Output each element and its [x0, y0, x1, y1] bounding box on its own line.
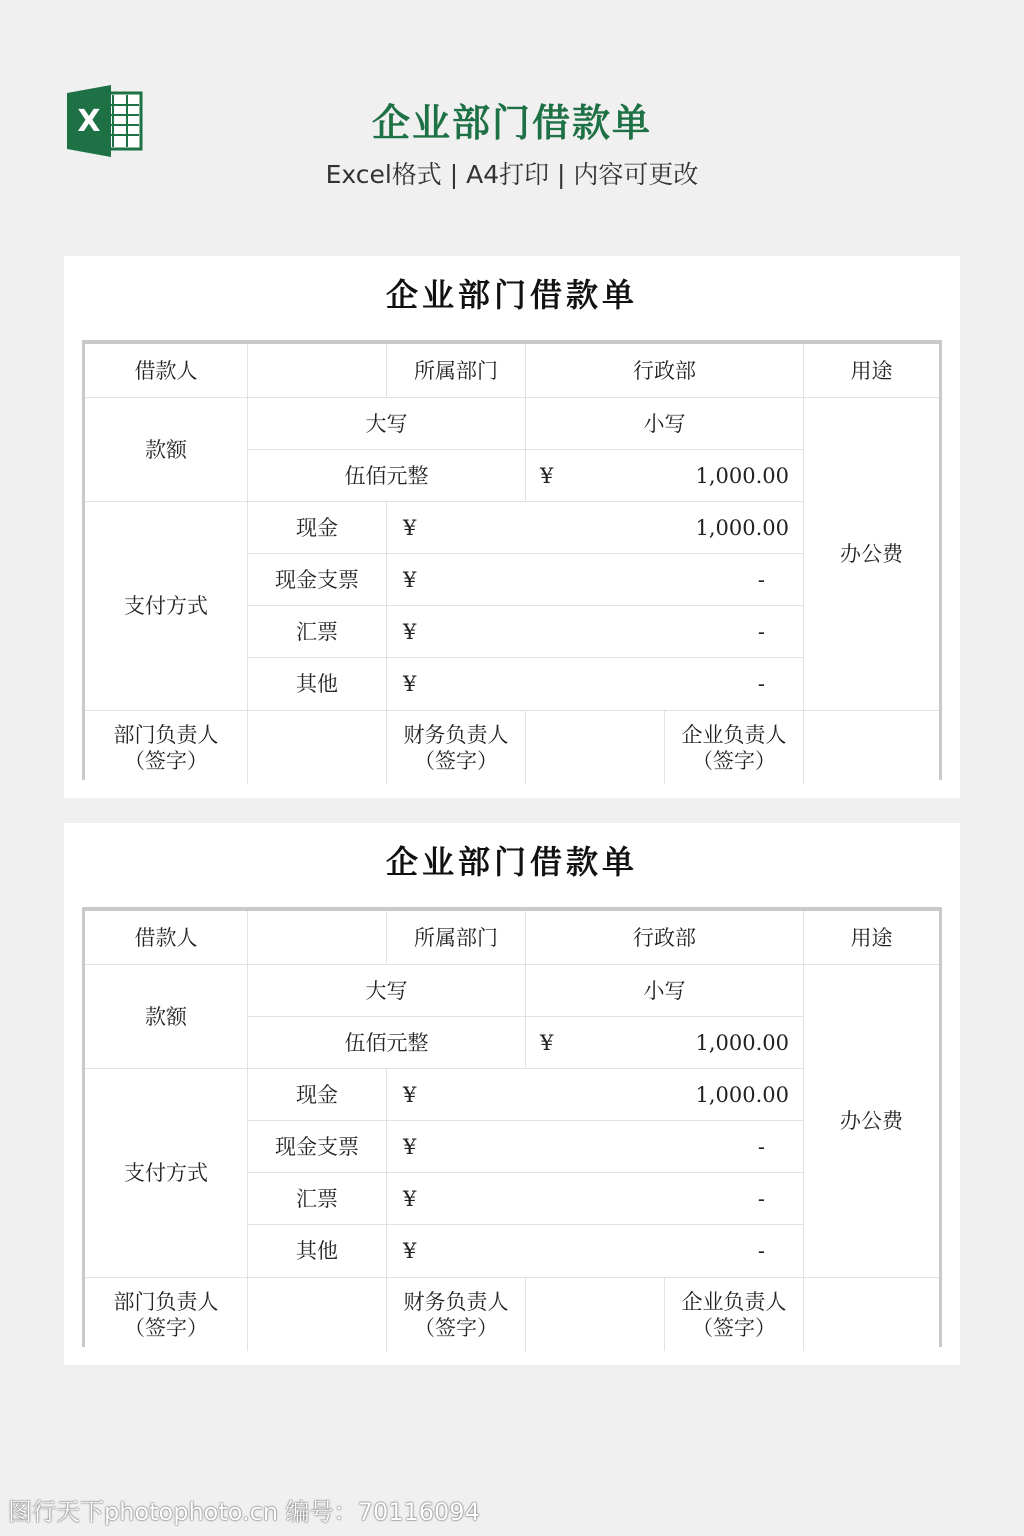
- lower-label: 小写: [525, 964, 803, 1016]
- method-currency: ¥: [386, 501, 525, 553]
- upper-label: 大写: [247, 397, 525, 449]
- method-amount[interactable]: -: [525, 605, 803, 657]
- upper-value[interactable]: 伍佰元整: [247, 449, 525, 501]
- method-currency: ¥: [386, 657, 525, 710]
- method-amount[interactable]: -: [525, 553, 803, 605]
- sign-finance-field[interactable]: [525, 710, 664, 784]
- method-name: 汇票: [247, 1172, 386, 1224]
- loan-form-card: [64, 823, 960, 1365]
- form-title: 企业部门借款单: [385, 843, 638, 881]
- method-currency: ¥: [386, 1172, 525, 1224]
- amount-label: 款额: [85, 397, 247, 501]
- form-title: 企业部门借款单: [385, 276, 638, 314]
- lower-label: 小写: [525, 397, 803, 449]
- borrower-label: 借款人: [134, 925, 198, 950]
- loan-form-card: [64, 256, 960, 798]
- method-amount[interactable]: 1,000.00: [525, 501, 803, 553]
- sign-dept-label: 部门负责人 （签字）: [85, 1277, 247, 1351]
- method-amount[interactable]: -: [525, 1120, 803, 1172]
- dept-value[interactable]: 行政部: [525, 911, 803, 964]
- method-amount[interactable]: -: [525, 1224, 803, 1277]
- sign-dept-field[interactable]: [247, 1277, 386, 1351]
- method-name: 其他: [247, 657, 386, 710]
- svg-text:X: X: [77, 104, 101, 139]
- sign-company-field[interactable]: [803, 1277, 939, 1351]
- page-subtitle: Excel格式 | A4打印 | 内容可更改: [325, 160, 699, 189]
- lower-value: 1,000.00: [695, 463, 789, 488]
- borrower-value[interactable]: [247, 911, 386, 964]
- loan-form-grid: [82, 907, 942, 1347]
- method-name: 现金: [247, 1068, 386, 1120]
- sign-finance-field[interactable]: [525, 1277, 664, 1351]
- method-currency: ¥: [386, 553, 525, 605]
- upper-label: 大写: [247, 964, 525, 1016]
- lower-value-cell[interactable]: [525, 1016, 803, 1068]
- sign-dept-label: 部门负责人 （签字）: [85, 710, 247, 784]
- upper-value[interactable]: 伍佰元整: [247, 1016, 525, 1068]
- purpose-label: 用途: [803, 911, 939, 964]
- sign-company-field[interactable]: [803, 710, 939, 784]
- dept-label: 所属部门: [386, 911, 525, 964]
- lower-value: 1,000.00: [695, 1030, 789, 1055]
- method-amount[interactable]: 1,000.00: [525, 1068, 803, 1120]
- method-currency: ¥: [386, 605, 525, 657]
- method-name: 现金支票: [247, 1120, 386, 1172]
- sign-company-label: 企业负责人 （签字）: [664, 710, 803, 784]
- loan-form-grid: [82, 340, 942, 780]
- method-currency: ¥: [386, 1068, 525, 1120]
- payment-label: 支付方式: [85, 501, 247, 710]
- purpose-value[interactable]: 办公费: [803, 397, 939, 710]
- method-name: 其他: [247, 1224, 386, 1277]
- dept-label: 所属部门: [386, 344, 525, 397]
- currency-symbol: ¥: [540, 463, 554, 488]
- method-currency: ¥: [386, 1120, 525, 1172]
- sign-company-label: 企业负责人 （签字）: [664, 1277, 803, 1351]
- sign-dept-field[interactable]: [247, 710, 386, 784]
- borrower-label: 借款人: [134, 358, 198, 383]
- payment-label: 支付方式: [85, 1068, 247, 1277]
- method-name: 汇票: [247, 605, 386, 657]
- borrower-value[interactable]: [247, 344, 386, 397]
- purpose-label: 用途: [803, 344, 939, 397]
- method-currency: ¥: [386, 1224, 525, 1277]
- method-name: 现金支票: [247, 553, 386, 605]
- dept-value[interactable]: 行政部: [525, 344, 803, 397]
- page-title: 企业部门借款单: [371, 101, 652, 145]
- method-amount[interactable]: -: [525, 657, 803, 710]
- method-amount[interactable]: -: [525, 1172, 803, 1224]
- sign-finance-label: 财务负责人 （签字）: [386, 1277, 525, 1351]
- watermark: 图行天下photophoto.cn 编号：70116094: [8, 1498, 480, 1526]
- method-name: 现金: [247, 501, 386, 553]
- lower-value-cell[interactable]: [525, 449, 803, 501]
- sign-finance-label: 财务负责人 （签字）: [386, 710, 525, 784]
- amount-label: 款额: [85, 964, 247, 1068]
- purpose-value[interactable]: 办公费: [803, 964, 939, 1277]
- currency-symbol: ¥: [540, 1030, 554, 1055]
